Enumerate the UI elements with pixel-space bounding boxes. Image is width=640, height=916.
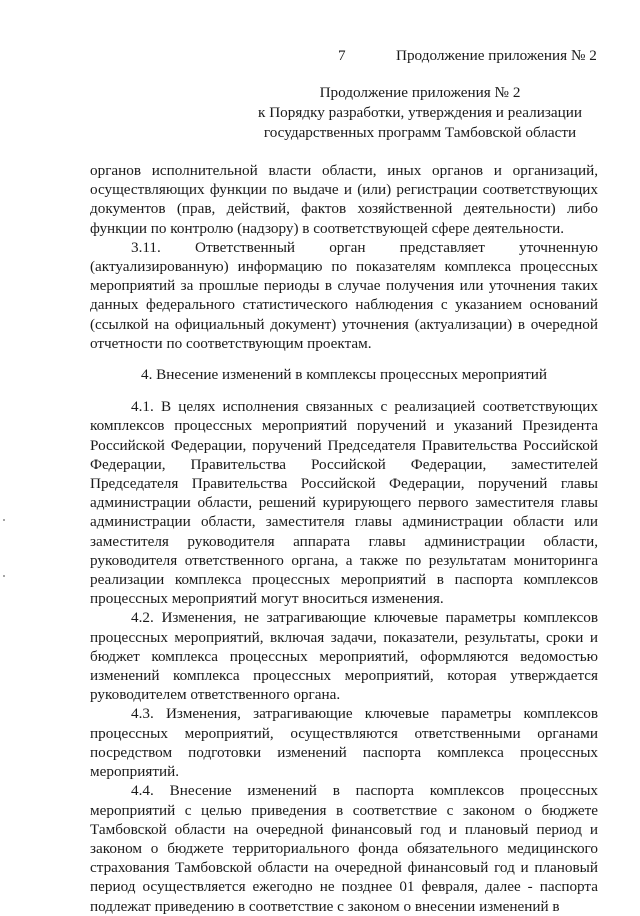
paragraph-3-11: 3.11. Ответственный орган представляет уточненную (актуализированную) информацию по показателям комплекса процессных мероприятий за прошлые периоды в случае получения или уточнения таких данных федерального статистического наблюдения с указанием оснований (ссылкой на официальный документ) уточнения (актуализации) в очередной отчетности по соответствующим проектам. (90, 238, 598, 352)
paragraph-4-2: 4.2. Изменения, не затрагивающие ключевые параметры комплексов процессных мероприятий, включая задачи, показатели, результаты, сроки и бюджет комплекса процессных мероприятий, оформляются ведомостью изменений комплекса процессных мероприятий, которая утверждается руководителем ответственного органа. (90, 609, 598, 704)
appendix-reference-block (230, 83, 610, 143)
appendix-line-2: к Порядку разработки, утверждения и реализации (258, 104, 582, 121)
appendix-line-3: государственных программ Тамбовской области (263, 124, 577, 141)
running-title: Продолжение приложения № 2 (396, 47, 597, 64)
scan-speck (3, 519, 5, 521)
document-body (90, 161, 598, 916)
running-header (0, 46, 640, 66)
section-heading: 4. Внесение изменений в комплексы процессных мероприятий (140, 366, 548, 384)
page-number: 7 (338, 47, 346, 64)
paragraph-4-4: 4.4. Внесение изменений в паспорта комплексов процессных мероприятий с целью приведения в соответствие с законом о бюджете Тамбовской области на очередной финансовый год и плановый период и законом о бюджете территориального фонда обязательного медицинского страхования Тамбовской области на очередной финансовый год и плановый период осуществляется ежегодно не позднее 01 февраля, далее - паспорта подлежат приведению в соответствие с законом о внесении изменений в (90, 782, 598, 915)
appendix-line-1: Продолжение приложения № 2 (319, 84, 521, 101)
scan-speck (3, 575, 5, 577)
paragraph-4-1: 4.1. В целях исполнения связанных с реализацией соответствующих комплексов процессных мероприятий поручений и указаний Президента Российской Федерации, поручений Председателя Правительства Российской Федерации, Правительства Российской Федерации, заместителей Председателя Правительства Российской Федерации, поручений главы администрации области, решений курирующего первого заместителя главы администрации области, заместителя главы администрации области или заместителя руководителя аппарата главы администрации области, руководителя ответственного органа, а также по результатам мониторинга реализации комплекса процессных мероприятий в паспорта комплексов процессных мероприятий могут вноситься изменения. (90, 398, 598, 608)
paragraph-4-3: 4.3. Изменения, затрагивающие ключевые параметры комплексов процессных мероприятий, осуществляются ответственными органами посредством подготовки изменений паспорта комплекса процессных мероприятий. (90, 705, 598, 781)
paragraph-continuation: органов исполнительной власти области, иных органов и организаций, осуществляющих функции по выдаче и (или) регистрации соответствующих документов (прав, действий, фактов хозяйственной деятельности) либо функции по контролю (надзору) в соответствующей сфере деятельности. (90, 162, 598, 237)
